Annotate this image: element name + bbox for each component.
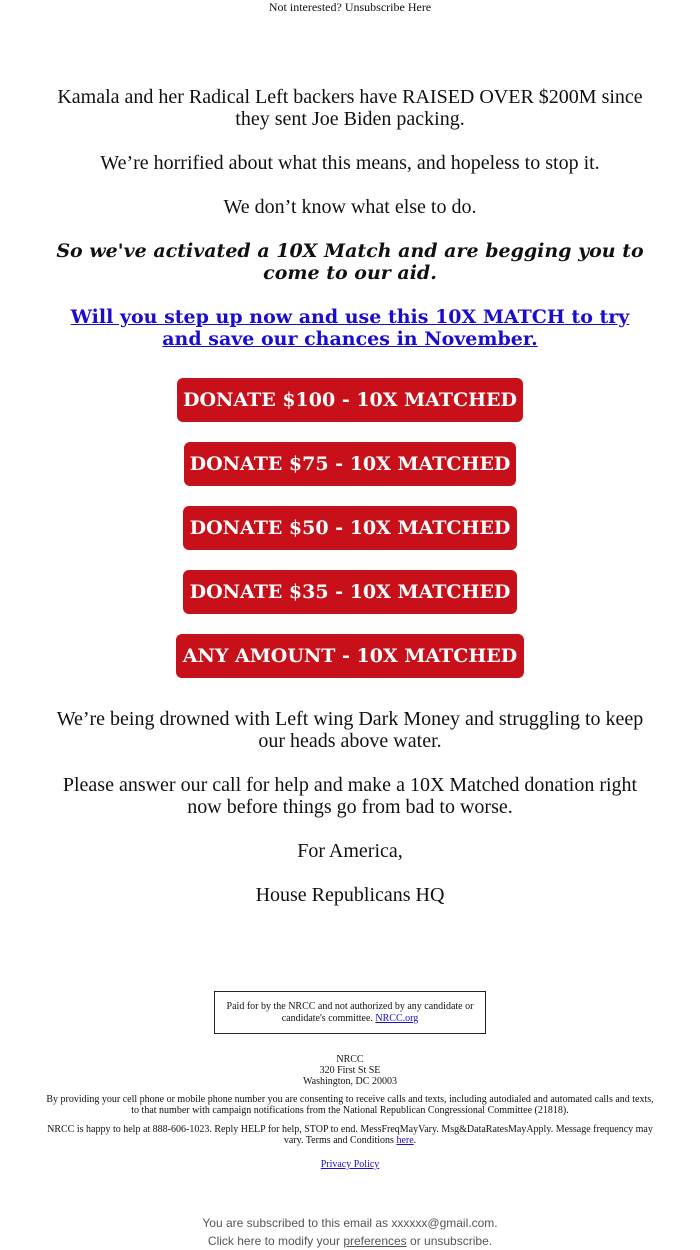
- modify-prefix: Click here to modify your: [207, 1234, 340, 1248]
- help-text: [46, 1124, 654, 1146]
- match-announcement: So we've activated a 10X Match and are begging you to come to our aid.: [56, 240, 644, 284]
- body-paragraph: We don’t know what else to do.: [223, 196, 477, 218]
- subscribed-notice: You are subscribed to this email as xxxxxx@gmail.com.: [202, 1216, 498, 1230]
- terms-link[interactable]: here: [396, 1135, 414, 1146]
- privacy-section: [46, 1159, 654, 1170]
- donate-50-button[interactable]: DONATE $50 - 10X MATCHED: [183, 506, 517, 550]
- nrcc-site-link[interactable]: NRCC.org: [375, 1013, 419, 1024]
- donate-75-button[interactable]: DONATE $75 - 10X MATCHED: [184, 442, 516, 486]
- match-cta-link[interactable]: Will you step up now and use this 10X MATCH to try and save our chances in November.: [70, 306, 630, 350]
- paid-for-text: Paid for by the NRCC and not authorized by any candidate or candidate's committee.: [226, 1001, 474, 1024]
- privacy-policy-link[interactable]: Privacy Policy: [320, 1159, 380, 1170]
- address-city: Washington, DC 20003: [303, 1076, 397, 1087]
- terms-suffix: .: [413, 1135, 417, 1146]
- closing-line: For America,: [297, 840, 403, 862]
- donate-35-button[interactable]: DONATE $35 - 10X MATCHED: [183, 570, 517, 614]
- body-paragraph: We’re horrified about what this means, and hopeless to stop it.: [100, 152, 600, 174]
- donate-any-amount-button[interactable]: ANY AMOUNT - 10X MATCHED: [176, 634, 524, 678]
- body-paragraph: We’re being drowned with Left wing Dark Money and struggling to keep our heads above water.: [56, 708, 644, 752]
- help-info: NRCC is happy to help at 888-606-1023. Reply HELP for help, STOP to end. MessFreqMayVary. Msg&DataRatesMayApply. Message frequency may vary. Terms and Conditions: [47, 1124, 653, 1146]
- mailing-address: [46, 1054, 654, 1087]
- email-body: [50, 86, 650, 372]
- paid-for-disclaimer: [214, 991, 486, 1034]
- donate-buttons: [0, 378, 700, 678]
- body-paragraph: Please answer our call for help and make a 10X Matched donation right now before things go from bad to worse.: [62, 774, 638, 818]
- signature: House Republicans HQ: [255, 884, 445, 906]
- body-paragraph: Kamala and her Radical Left backers have RAISED OVER $200M since they sent Joe Biden packing.: [57, 86, 643, 130]
- modify-suffix: or unsubscribe.: [410, 1234, 493, 1248]
- preferences-link[interactable]: preferences: [343, 1234, 407, 1248]
- sms-consent-text: By providing your cell phone or mobile phone number you are consenting to receive calls and texts, including autodialed and automated calls and texts, to that number with campaign notifications from the National Republican Congressional Committee (21818).: [46, 1094, 654, 1116]
- email-body-lower: [50, 708, 650, 928]
- donate-100-button[interactable]: DONATE $100 - 10X MATCHED: [177, 378, 523, 422]
- unsubscribe-link[interactable]: Not interested? Unsubscribe Here: [268, 0, 432, 14]
- modify-preferences-line: [0, 1232, 700, 1250]
- address-org: NRCC: [336, 1054, 364, 1065]
- subscription-footer: [0, 1214, 700, 1250]
- address-street: 320 First St SE: [319, 1065, 381, 1076]
